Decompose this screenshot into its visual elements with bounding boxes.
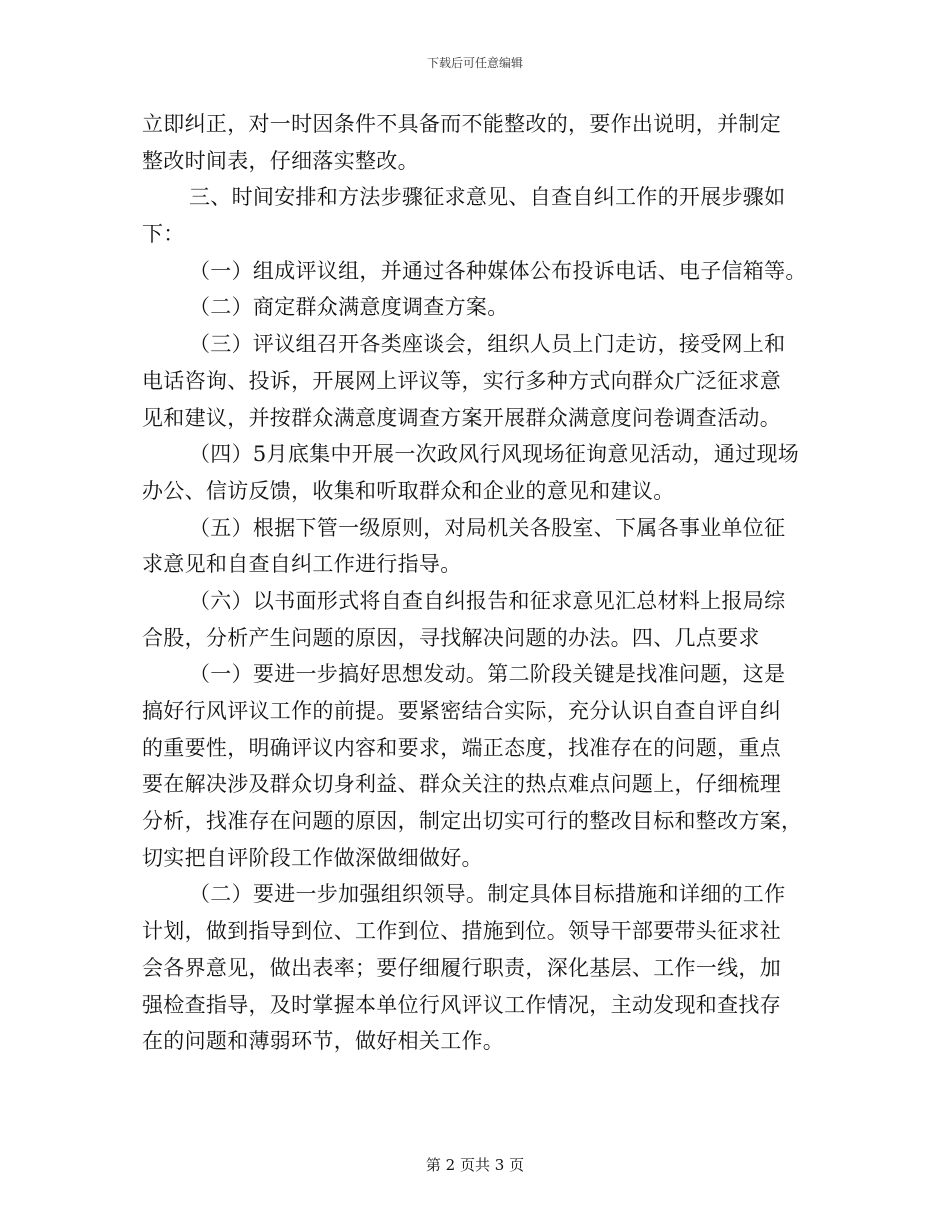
text-line: 下： bbox=[142, 222, 185, 247]
text-line: 分析，找准存在问题的原因，制定出切实可行的整改目标和整改方案， bbox=[142, 809, 803, 834]
text-line: 见和建议，并按群众满意度调查方案开展群众满意度问卷调查活动。 bbox=[142, 405, 781, 430]
text-line: 电话咨询、投诉，开展网上评议等，实行多种方式向群众广泛征求意 bbox=[142, 368, 781, 393]
text-line: （五）根据下管一级原则，对局机关各股室、下属各事业单位征 bbox=[189, 515, 786, 540]
text-line: 在的问题和薄弱环节，做好相关工作。 bbox=[142, 1029, 505, 1054]
text-line: （二）商定群众满意度调查方案。 bbox=[189, 295, 509, 320]
text-line: 强检查指导，及时掌握本单位行风评议工作情况，主动发现和查找存 bbox=[142, 992, 781, 1017]
text-line: （二）要进一步加强组织领导。制定具体目标措施和详细的工作 bbox=[189, 882, 786, 907]
text-line: 会各界意见，做出表率；要仔细履行职责，深化基层、工作一线，加 bbox=[142, 955, 781, 980]
text-line: 切实把自评阶段工作做深做细做好。 bbox=[142, 845, 483, 870]
text-line: 要在解决涉及群众切身利益、群众关注的热点难点问题上，仔细梳理 bbox=[142, 772, 781, 797]
text-line: （一）要进一步搞好思想发动。第二阶段关键是找准问题，这是 bbox=[189, 662, 786, 687]
text-line: 的重要性，明确评议内容和要求，端正态度，找准存在的问题，重点 bbox=[142, 735, 781, 760]
text-line: 整改时间表，仔细落实整改。 bbox=[142, 148, 419, 173]
text-line: 三、时间安排和方法步骤征求意见、自查自纠工作的开展步骤如 bbox=[189, 185, 786, 210]
text-line: 立即纠正，对一时因条件不具备而不能整改的，要作出说明，并制定 bbox=[142, 112, 781, 136]
text-line: （一）组成评议组，并通过各种媒体公布投诉电话、电子信箱等。 bbox=[189, 258, 807, 283]
text-line: （四）5月底集中开展一次政风行风现场征询意见活动，通过现场 bbox=[189, 442, 800, 467]
page-header: 下载后可任意编辑 bbox=[426, 56, 523, 70]
text-line: 计划，做到指导到位、工作到位、措施到位。领导干部要带头征求社 bbox=[142, 919, 781, 944]
text-line: （三）评议组召开各类座谈会，组织人员上门走访，接受网上和 bbox=[189, 332, 786, 357]
document-body bbox=[142, 106, 812, 1060]
text-line: 合股，分析产生问题的原因，寻找解决问题的办法。四、几点要求 bbox=[142, 625, 760, 650]
text-line: 求意见和自查自纠工作进行指导。 bbox=[142, 552, 462, 577]
page-footer: 第 2 页共 3 页 bbox=[425, 1156, 525, 1174]
text-line: 办公、信访反馈，收集和听取群众和企业的意见和建议。 bbox=[142, 478, 675, 503]
text-line: （六）以书面形式将自查自纠报告和征求意见汇总材料上报局综 bbox=[189, 588, 786, 613]
text-line: 搞好行风评议工作的前提。要紧密结合实际，充分认识自查自评自纠 bbox=[142, 699, 781, 723]
